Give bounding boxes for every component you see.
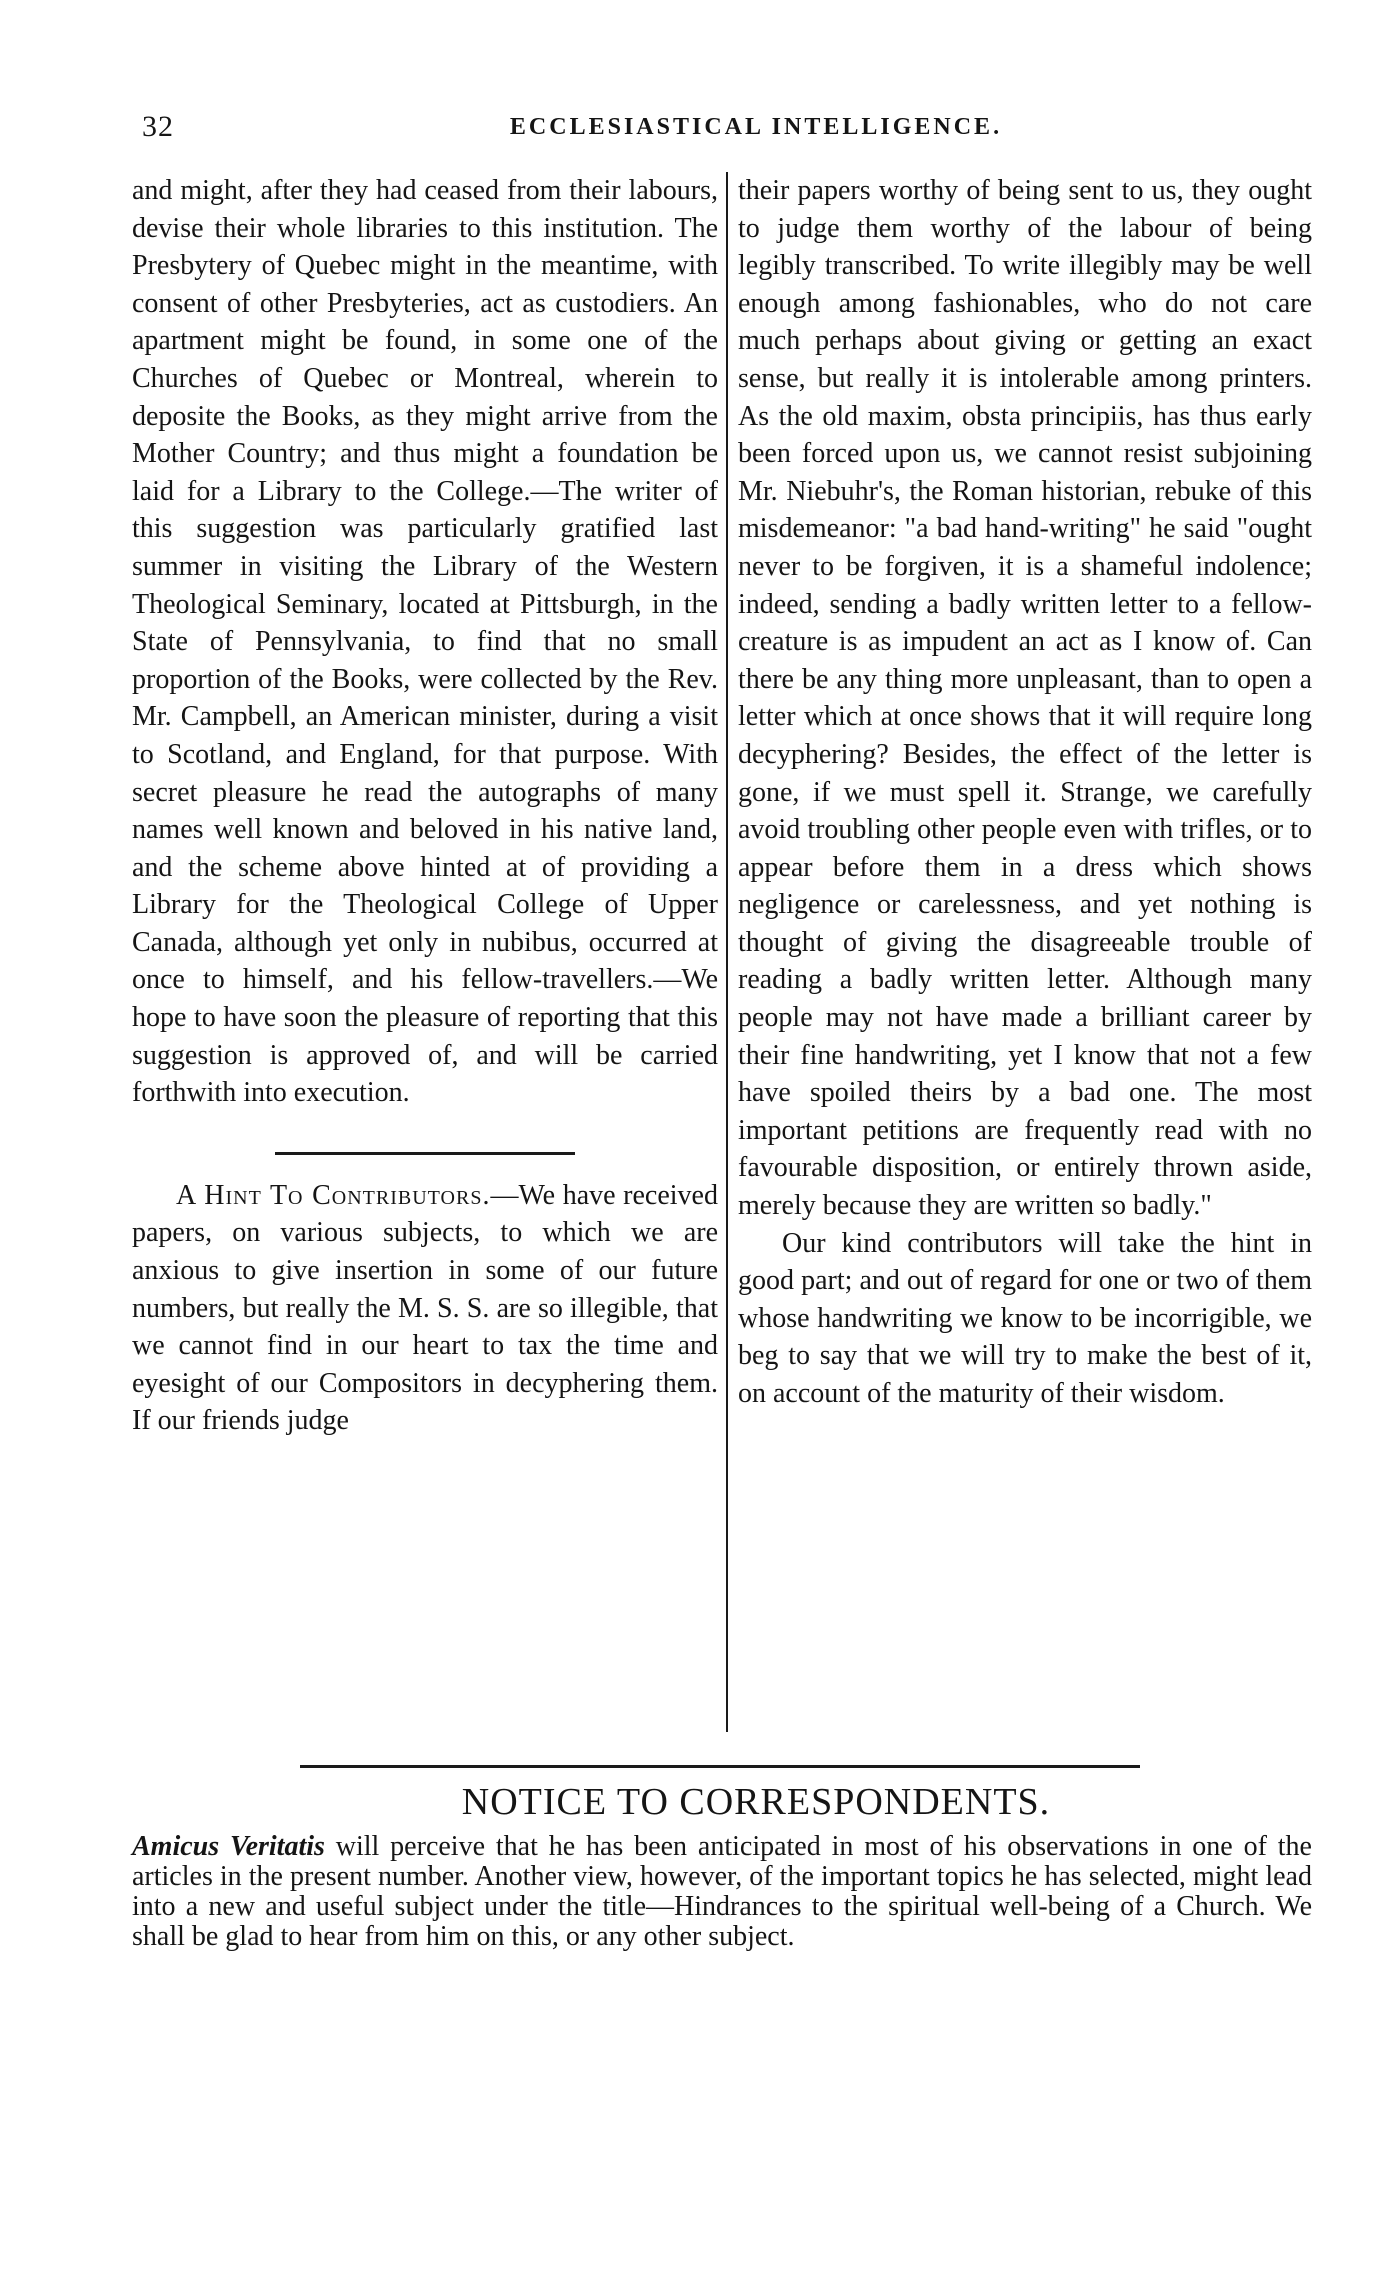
running-title: ECCLESIASTICAL INTELLIGENCE.	[509, 114, 1003, 140]
column-divider	[726, 172, 728, 1732]
notice-body	[132, 1832, 1312, 1952]
page-number: 32	[142, 110, 174, 143]
notice-heading: NOTICE TO CORRESPONDENTS.	[461, 1781, 1051, 1823]
right-column	[738, 172, 1312, 1413]
hint-heading: A Hint To Contributors.	[176, 1179, 491, 1211]
notice-rule	[300, 1765, 1140, 1768]
hint-paragraph	[132, 1177, 718, 1440]
notice-addressee: Amicus Veritatis	[132, 1831, 325, 1862]
notice-text: will perceive that he has been anticipated in most of his observations in one of the articles in the present number. Another view, however, of the important topics he has selected, might lead into a new and useful subject under the title—Hindrances to the spiritual well-being of a Church. We shall be glad to hear from him on this, or any other subject.	[132, 1831, 1312, 1952]
right-paragraph-closing: Our kind contributors will take the hint in good part; and out of regard for one or two of them whose handwriting we know to be incorrigible, we beg to say that we will try to make the best of it, on account of the maturity of their wisdom.	[738, 1227, 1312, 1409]
left-paragraph-library: and might, after they had ceased from their labours, devise their whole libraries to this institution. The Presbytery of Quebec might in the meantime, with consent of other Presbyteries, act as custodiers. An apartment might be found, in some one of the Churches of Quebec or Montreal, wherein to deposite the Books, as they might arrive from the Mother Country; and thus might a foundation be laid for a Library to the College.—The writer of this suggestion was particularly gratified last summer in visiting the Library of the Western Theological Seminary, located at Pittsburgh, in the State of Pennsylvania, to find that no small proportion of the Books, were collected by the Rev. Mr. Campbell, an American minister, during a visit to Scotland, and England, for that purpose. With secret pleasure he read the autographs of many names well known and beloved in his native land, and the scheme above hinted at of providing a Library for the Theological College of Upper Canada, although yet only in nubibus, occurred at once to himself, and his fellow-travellers.—We hope to have soon the pleasure of reporting that this suggestion is approved of, and will be carried forthwith into execution.	[132, 175, 718, 1109]
section-divider	[275, 1152, 575, 1155]
hint-text: —We have received papers, on various subjects, to which we are anxious to give insertion in some of our future numbers, but really the M. S. S. are so illegible, that we cannot find in our heart to tax the time and eyesight of our Compositors in decyphering them. If our friends judge	[132, 1179, 718, 1437]
right-paragraph-handwriting: their papers worthy of being sent to us, they ought to judge them worthy of the labour of being legibly transcribed. To write illegibly may be well enough among fashionables, who do not care much perhaps about giving or getting an exact sense, but really it is intolerable among printers. As the old maxim, obsta principiis, has thus early been forced upon us, we cannot resist subjoining Mr. Niebuhr's, the Roman historian, rebuke of this misdemeanor: "a bad hand-writing" he said "ought never to be forgiven, it is a shameful indolence; indeed, sending a badly written letter to a fellow-creature is as impudent an act as I know of. Can there be any thing more unpleasant, than to open a letter which at once shows that it will require long decyphering? Besides, the effect of the letter is gone, if we must spell it. Strange, we carefully avoid troubling other people even with trifles, or to appear before them in a dress which shows negligence or carelessness, and yet nothing is thought of giving the disagreeable trouble of reading a badly written letter. Although many people may not have made a brilliant career by their fine handwriting, yet I know that not a few have spoiled theirs by a bad one. The most important petitions are frequently read with no favourable disposition, or entirely thrown aside, merely because they are written so badly."	[738, 175, 1312, 1222]
left-column	[132, 172, 718, 1440]
